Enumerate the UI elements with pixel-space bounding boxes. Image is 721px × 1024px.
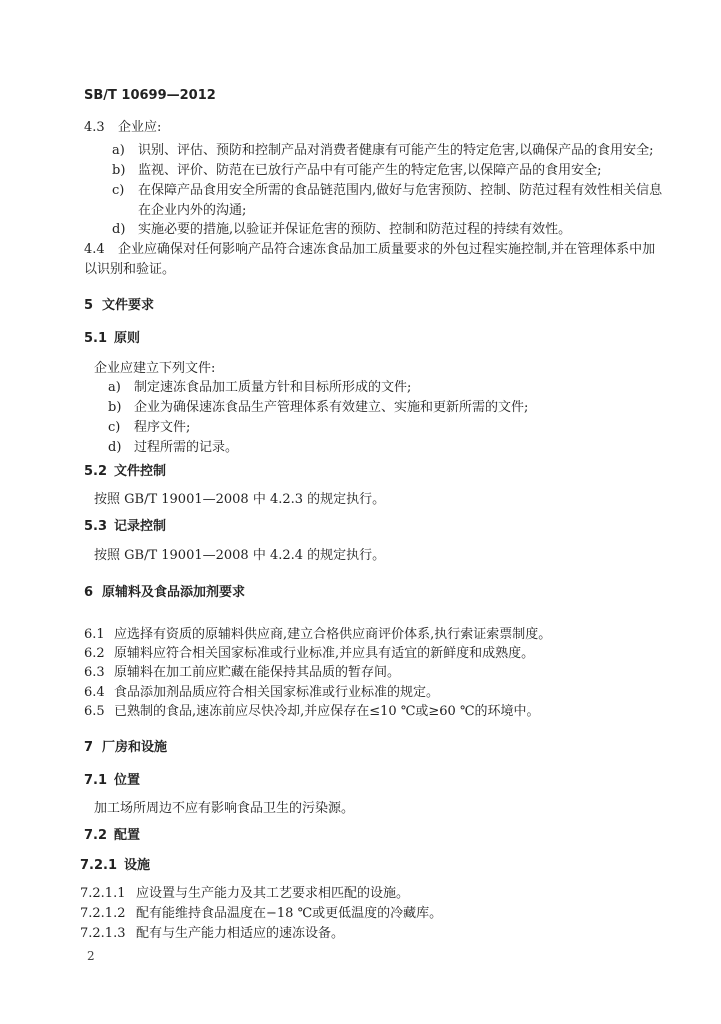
subsection-number: 7.1 — [84, 773, 108, 788]
list-item — [108, 440, 238, 456]
list-text: 企业为确保速冻食品生产管理体系有效建立、实施和更新所需的文件; — [134, 400, 529, 415]
clause-6-4 — [84, 685, 439, 701]
section-number: 6 — [84, 585, 94, 600]
subsection-title: 配置 — [114, 828, 141, 843]
list-text: 过程所需的记录。 — [134, 440, 239, 455]
list-item-continuation: 在企业内外的沟通; — [138, 203, 247, 218]
clause-6-5 — [84, 704, 539, 720]
clause-6-3 — [84, 665, 400, 681]
section-heading — [84, 740, 167, 756]
section-number: 5 — [84, 298, 94, 313]
clause-6-2 — [84, 646, 534, 662]
clause-number: 6.1 — [84, 627, 105, 642]
list-text: 识别、评估、预防和控制产品对消费者健康有可能产生的特定危害,以确保产品的食用安全; — [138, 143, 654, 158]
paragraph: 按照 GB/T 19001—2008 中 4.2.3 的规定执行。 — [94, 492, 386, 507]
clause-number: 4.3 — [84, 120, 105, 135]
clause-text: 配有能维持食品温度在−18 ℃或更低温度的冷藏库。 — [136, 906, 443, 921]
list-marker: c) — [108, 420, 121, 435]
subsection-number: 7.2 — [84, 828, 108, 843]
list-text: 监视、评价、防范在已放行产品中有可能产生的特定危害,以保障产品的食用安全; — [138, 163, 602, 178]
subsubsection-heading — [80, 858, 150, 874]
clause-4-4 — [84, 242, 655, 258]
paragraph: 加工场所周边不应有影响食品卫生的污染源。 — [94, 801, 355, 816]
clause-text: 食品添加剂品质应符合相关国家标准或行业标准的规定。 — [114, 685, 440, 700]
list-item — [108, 380, 411, 396]
clause-number: 7.2.1.3 — [80, 926, 126, 941]
clause-text: 应设置与生产能力及其工艺要求相匹配的设施。 — [136, 886, 410, 901]
clause-text: 配有与生产能力相适应的速冻设备。 — [136, 926, 345, 941]
subsection-title: 原则 — [114, 331, 141, 346]
section-number: 7 — [84, 740, 94, 755]
subsection-number: 5.3 — [84, 519, 108, 534]
list-marker: a) — [112, 143, 125, 158]
clause-7-2-1-1 — [80, 886, 409, 902]
clause-text: 已熟制的食品,速冻前应尽快冷却,并应保存在≤10 ℃或≥60 ℃的环境中。 — [114, 704, 540, 719]
subsection-heading — [84, 464, 166, 480]
clause-continuation: 以识别和验证。 — [84, 262, 176, 277]
list-item — [112, 222, 571, 238]
list-marker: b) — [108, 400, 122, 415]
clause-7-2-1-2 — [80, 906, 442, 922]
subsubsection-number: 7.2.1 — [80, 858, 118, 873]
clause-number: 6.5 — [84, 704, 105, 719]
clause-number: 6.4 — [84, 685, 105, 700]
clause-text: 原辅料应符合相关国家标准或行业标准,并应具有适宜的新鲜度和成熟度。 — [114, 646, 535, 661]
subsection-title: 文件控制 — [114, 464, 167, 479]
list-text: 实施必要的措施,以验证并保证危害的预防、控制和防范过程的持续有效性。 — [138, 222, 572, 237]
clause-number: 7.2.1.2 — [80, 906, 126, 921]
subsection-number: 5.2 — [84, 464, 108, 479]
list-marker: d) — [112, 222, 126, 237]
clause-text: 应选择有资质的原辅料供应商,建立合格供应商评价体系,执行索证索票制度。 — [114, 627, 552, 642]
clause-number: 4.4 — [84, 242, 105, 257]
document-header: SB/T 10699—2012 — [84, 88, 216, 103]
subsection-heading — [84, 773, 140, 789]
subsection-number: 5.1 — [84, 331, 108, 346]
paragraph: 企业应建立下列文件: — [94, 361, 216, 376]
list-text: 制定速冻食品加工质量方针和目标所形成的文件; — [134, 380, 412, 395]
list-item — [108, 400, 528, 416]
list-marker: a) — [108, 380, 121, 395]
list-item — [112, 143, 654, 159]
paragraph: 按照 GB/T 19001—2008 中 4.2.4 的规定执行。 — [94, 548, 386, 563]
clause-6-1 — [84, 627, 551, 643]
list-item — [112, 183, 662, 199]
section-heading — [84, 585, 245, 601]
list-marker: d) — [108, 440, 122, 455]
clause-text: 原辅料在加工前应贮藏在能保持其品质的暂存间。 — [114, 665, 401, 680]
section-title: 厂房和设施 — [102, 740, 168, 755]
subsection-heading — [84, 331, 140, 347]
subsection-heading — [84, 519, 166, 535]
section-title: 原辅料及食品添加剂要求 — [102, 585, 246, 600]
clause-4-3 — [84, 120, 161, 136]
subsection-heading — [84, 828, 140, 844]
section-title: 文件要求 — [102, 298, 155, 313]
list-item — [112, 163, 602, 179]
clause-number: 6.3 — [84, 665, 105, 680]
clause-text: 企业应: — [118, 120, 162, 135]
list-marker: b) — [112, 163, 126, 178]
list-text: 在保障产品食用安全所需的食品链范围内,做好与危害预防、控制、防范过程有效性相关信息 — [138, 183, 663, 198]
list-item — [108, 420, 190, 436]
subsection-title: 记录控制 — [114, 519, 167, 534]
clause-7-2-1-3 — [80, 926, 344, 942]
list-marker: c) — [112, 183, 125, 198]
list-text: 程序文件; — [134, 420, 191, 435]
clause-number: 7.2.1.1 — [80, 886, 126, 901]
page-number: 2 — [87, 949, 95, 963]
subsubsection-title: 设施 — [124, 858, 151, 873]
subsection-title: 位置 — [114, 773, 141, 788]
section-heading — [84, 298, 154, 314]
clause-text: 企业应确保对任何影响产品符合速冻食品加工质量要求的外包过程实施控制,并在管理体系中加 — [118, 242, 656, 257]
clause-number: 6.2 — [84, 646, 105, 661]
